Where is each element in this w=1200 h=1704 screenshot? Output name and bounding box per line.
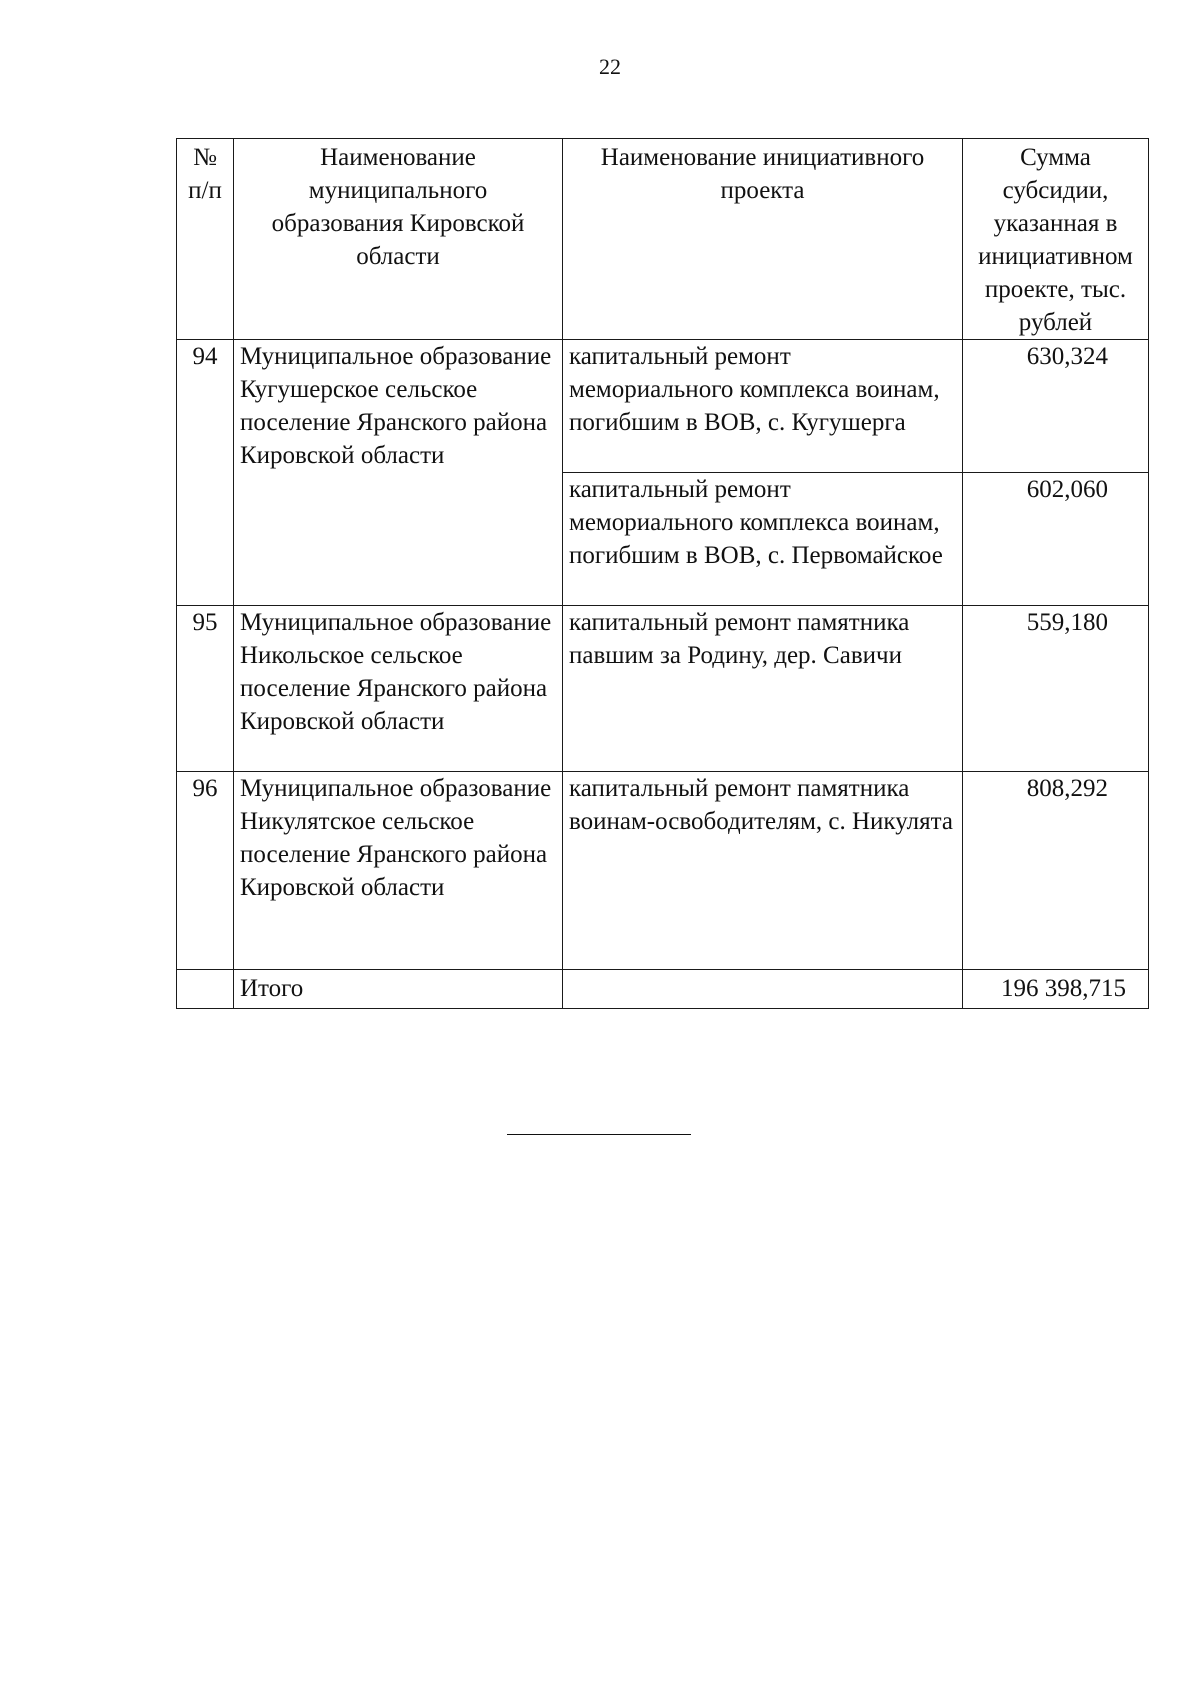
row-municipality: Муниципальное образование Кугушерское сельское поселение Яранского района Кировской области: [234, 340, 563, 606]
row-sum: 808,292: [963, 772, 1149, 970]
page-number: 22: [599, 54, 621, 79]
table-row: [177, 340, 1149, 473]
header-project: Наименование инициативного проекта: [563, 139, 963, 340]
row-num: 95: [177, 606, 234, 772]
row-project: капитальный ремонт мемориального комплекса воинам, погибшим в ВОВ, с. Кугушерга: [563, 340, 963, 473]
subsidy-table: [176, 138, 1149, 1009]
row-num: 96: [177, 772, 234, 970]
total-project-empty: [563, 970, 963, 1009]
row-project: капитальный ремонт мемориального комплекса воинам, погибшим в ВОВ, с. Первомайское: [563, 473, 963, 606]
row-project: капитальный ремонт памятника воинам-освободителям, с. Никулята: [563, 772, 963, 970]
row-municipality: Муниципальное образование Никольское сельское поселение Яранского района Кировской области: [234, 606, 563, 772]
row-sum: 602,060: [963, 473, 1149, 606]
total-sum: 196 398,715: [963, 970, 1149, 1009]
header-num: № п/п: [177, 139, 234, 340]
total-num-empty: [177, 970, 234, 1009]
row-sum: 559,180: [963, 606, 1149, 772]
total-label: Итого: [234, 970, 563, 1009]
row-project: капитальный ремонт памятника павшим за Родину, дер. Савичи: [563, 606, 963, 772]
end-of-document-rule: [507, 1134, 691, 1135]
header-municipality: Наименование муниципального образования Кировской области: [234, 139, 563, 340]
row-num: 94: [177, 340, 234, 606]
row-sum: 630,324: [963, 340, 1149, 473]
table-header-row: [177, 139, 1149, 340]
table-row: [177, 606, 1149, 772]
header-sum: Сумма субсидии, указанная в инициативном проекте, тыс. рублей: [963, 139, 1149, 340]
total-row: [177, 970, 1149, 1009]
row-municipality: Муниципальное образование Никулятское сельское поселение Яранского района Кировской области: [234, 772, 563, 970]
table-row: [177, 772, 1149, 970]
